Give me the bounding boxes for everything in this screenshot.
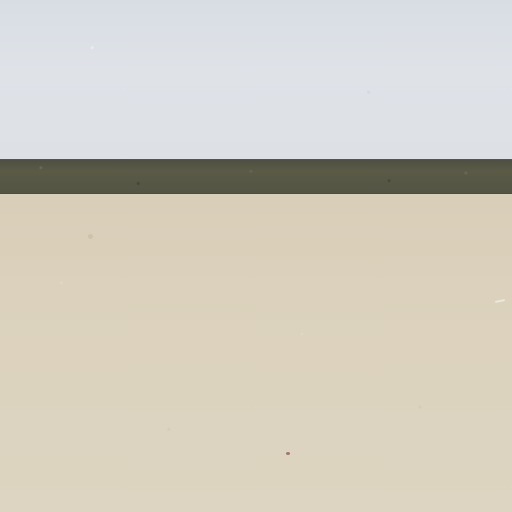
reddish-fleck <box>286 452 290 455</box>
upper-gray-band <box>0 0 512 159</box>
dark-olive-strip <box>0 159 512 194</box>
lower-beige-panel <box>0 194 512 512</box>
faint-stain-mark <box>88 234 93 239</box>
